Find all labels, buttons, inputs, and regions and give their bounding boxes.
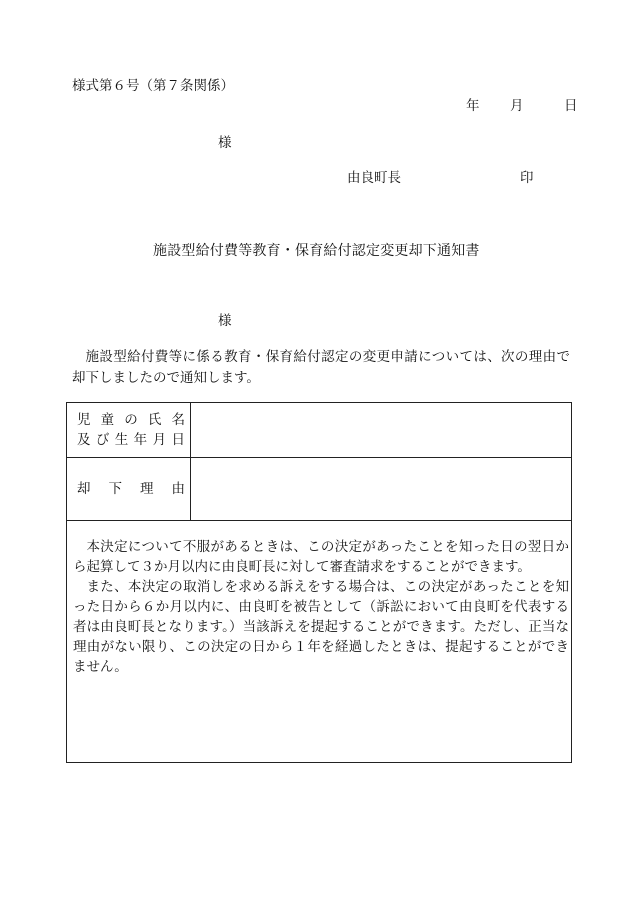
addressee-honorific: 様 (218, 135, 232, 151)
appeal-notice (73, 537, 569, 677)
table-row-divider (67, 520, 571, 521)
date-day-label: 日 (564, 98, 578, 114)
date-month-label: 月 (510, 98, 524, 114)
date-line (466, 100, 578, 114)
intro-paragraph: 施設型給付費等に係る教育・保育給付認定の変更申請については、次の理由で却下しましたので通知します。 (72, 349, 570, 386)
appeal-notice-paragraph-1: 本決定について不服があるときは、この決定があったことを知った日の翌日から起算して３か月以内に由良町長に対して審査請求をすることができます。 (73, 539, 569, 575)
form-number: 様式第６号（第７条関係） (72, 78, 234, 94)
date-year-label: 年 (466, 98, 480, 114)
appeal-notice-paragraph-2: また、本決定の取消しを求める訴えをする場合は、この決定があったことを知った日から６か月以内に、由良町を被告として（訴訟において由良町を代表する者は由良町長となります。）当該訴えを提起することができます。ただし、正当な理由がない限り、この決定の日から１年を経過したときは、提起することができません。 (73, 579, 569, 675)
rejection-reason-label: 却 下 理 由 (77, 481, 185, 497)
document-title: 施設型給付費等教育・保育給付認定変更却下通知書 (153, 243, 480, 259)
table-column-divider (190, 403, 191, 520)
child-name-birthdate-label (77, 410, 185, 450)
recipient-honorific: 様 (218, 313, 232, 329)
issuer-name: 由良町長 (347, 170, 401, 186)
child-label-line2: 及 び 生 年 月 日 (77, 432, 185, 448)
seal-mark: 印 (520, 170, 534, 186)
child-label-line1: 児 童 の 氏 名 (77, 412, 185, 428)
table-row-divider (67, 457, 571, 458)
detail-table (66, 402, 572, 763)
